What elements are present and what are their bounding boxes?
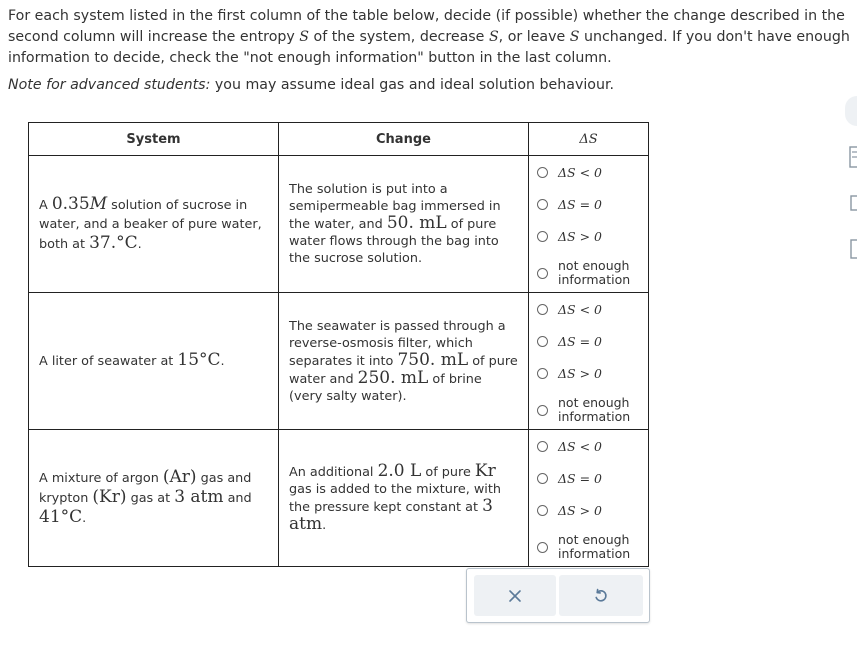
radio-button[interactable] [537, 231, 548, 242]
advanced-note: Note for advanced students: you may assume ideal gas and ideal solution behaviour. [8, 77, 615, 93]
system-cell [29, 430, 279, 567]
radio-group [529, 293, 648, 429]
radio-button[interactable] [537, 505, 548, 516]
instructions-text: For each system listed in the first column of the table below, decide (if possible) whether the change described in the second column will increase the entropy S of the system, decrease S, or leave S unchanged. If you don't have enough information to decide, check the "not enough information" button in the last column. [8, 8, 850, 66]
radio-button[interactable] [537, 268, 548, 279]
option-increase[interactable]: ΔS > 0 [537, 503, 602, 518]
table-row [29, 156, 649, 293]
radio-button[interactable] [537, 405, 548, 416]
option-increase[interactable]: ΔS > 0 [537, 229, 602, 244]
clear-button[interactable] [474, 575, 556, 616]
option-not-enough-info[interactable]: not enough information [537, 396, 648, 424]
system-description: A liter of seawater at 15°C. [39, 350, 225, 370]
undo-icon [593, 588, 609, 604]
change-description: The seawater is passed through a reverse-osmosis filter, which separates it into 750. mL of pure water and 250. mL of brine (very salty water). [289, 318, 518, 404]
entropy-table [28, 122, 649, 567]
instructions [8, 6, 853, 96]
header-change: Change [279, 123, 529, 156]
system-description: A 0.35M solution of sucrose in water, and a beaker of pure water, both at 37.°C. [39, 193, 262, 253]
system-cell [29, 156, 279, 293]
radio-group [529, 430, 648, 566]
change-cell [279, 293, 529, 430]
option-unchanged[interactable]: ΔS = 0 [537, 471, 602, 486]
radio-button[interactable] [537, 336, 548, 347]
radio-button[interactable] [537, 199, 548, 210]
radio-button[interactable] [537, 441, 548, 452]
reset-button[interactable] [559, 575, 643, 616]
option-not-enough-info[interactable]: not enough information [537, 533, 648, 561]
calculator-icon[interactable] [849, 146, 857, 168]
header-delta-s: ΔS [529, 123, 649, 156]
delta-s-cell [529, 293, 649, 430]
change-description: The solution is put into a semipermeable bag immersed in the water, and 50. mL of pure water flows through the bag into the sucrose solution. [289, 182, 501, 266]
header-system: System [29, 123, 279, 156]
radio-button[interactable] [537, 368, 548, 379]
radio-button[interactable] [537, 542, 548, 553]
radio-button[interactable] [537, 167, 548, 178]
radio-button[interactable] [537, 473, 548, 484]
radio-group [529, 156, 648, 292]
system-cell [29, 293, 279, 430]
delta-s-cell [529, 430, 649, 567]
option-not-enough-info[interactable]: not enough information [537, 259, 648, 287]
delta-s-cell [529, 156, 649, 293]
option-unchanged[interactable]: ΔS = 0 [537, 334, 602, 349]
option-decrease[interactable]: ΔS < 0 [537, 165, 602, 180]
option-unchanged[interactable]: ΔS = 0 [537, 197, 602, 212]
edge-tab-button[interactable] [845, 96, 857, 126]
data-icon[interactable] [850, 195, 857, 211]
table-header-row [29, 123, 649, 156]
change-cell [279, 430, 529, 567]
option-decrease[interactable]: ΔS < 0 [537, 439, 602, 454]
periodic-table-icon[interactable] [850, 239, 857, 259]
table-row [29, 293, 649, 430]
radio-button[interactable] [537, 304, 548, 315]
table-row [29, 430, 649, 567]
change-description: An additional 2.0 L of pure Kr gas is added to the mixture, with the pressure kept constant at 3 atm. [289, 460, 501, 534]
option-decrease[interactable]: ΔS < 0 [537, 302, 602, 317]
action-bar [466, 568, 650, 623]
x-icon [508, 589, 522, 603]
option-increase[interactable]: ΔS > 0 [537, 366, 602, 381]
system-description: A mixture of argon (Ar) gas and krypton (Kr) gas at 3 atm and 41°C. [39, 467, 252, 527]
change-cell [279, 156, 529, 293]
